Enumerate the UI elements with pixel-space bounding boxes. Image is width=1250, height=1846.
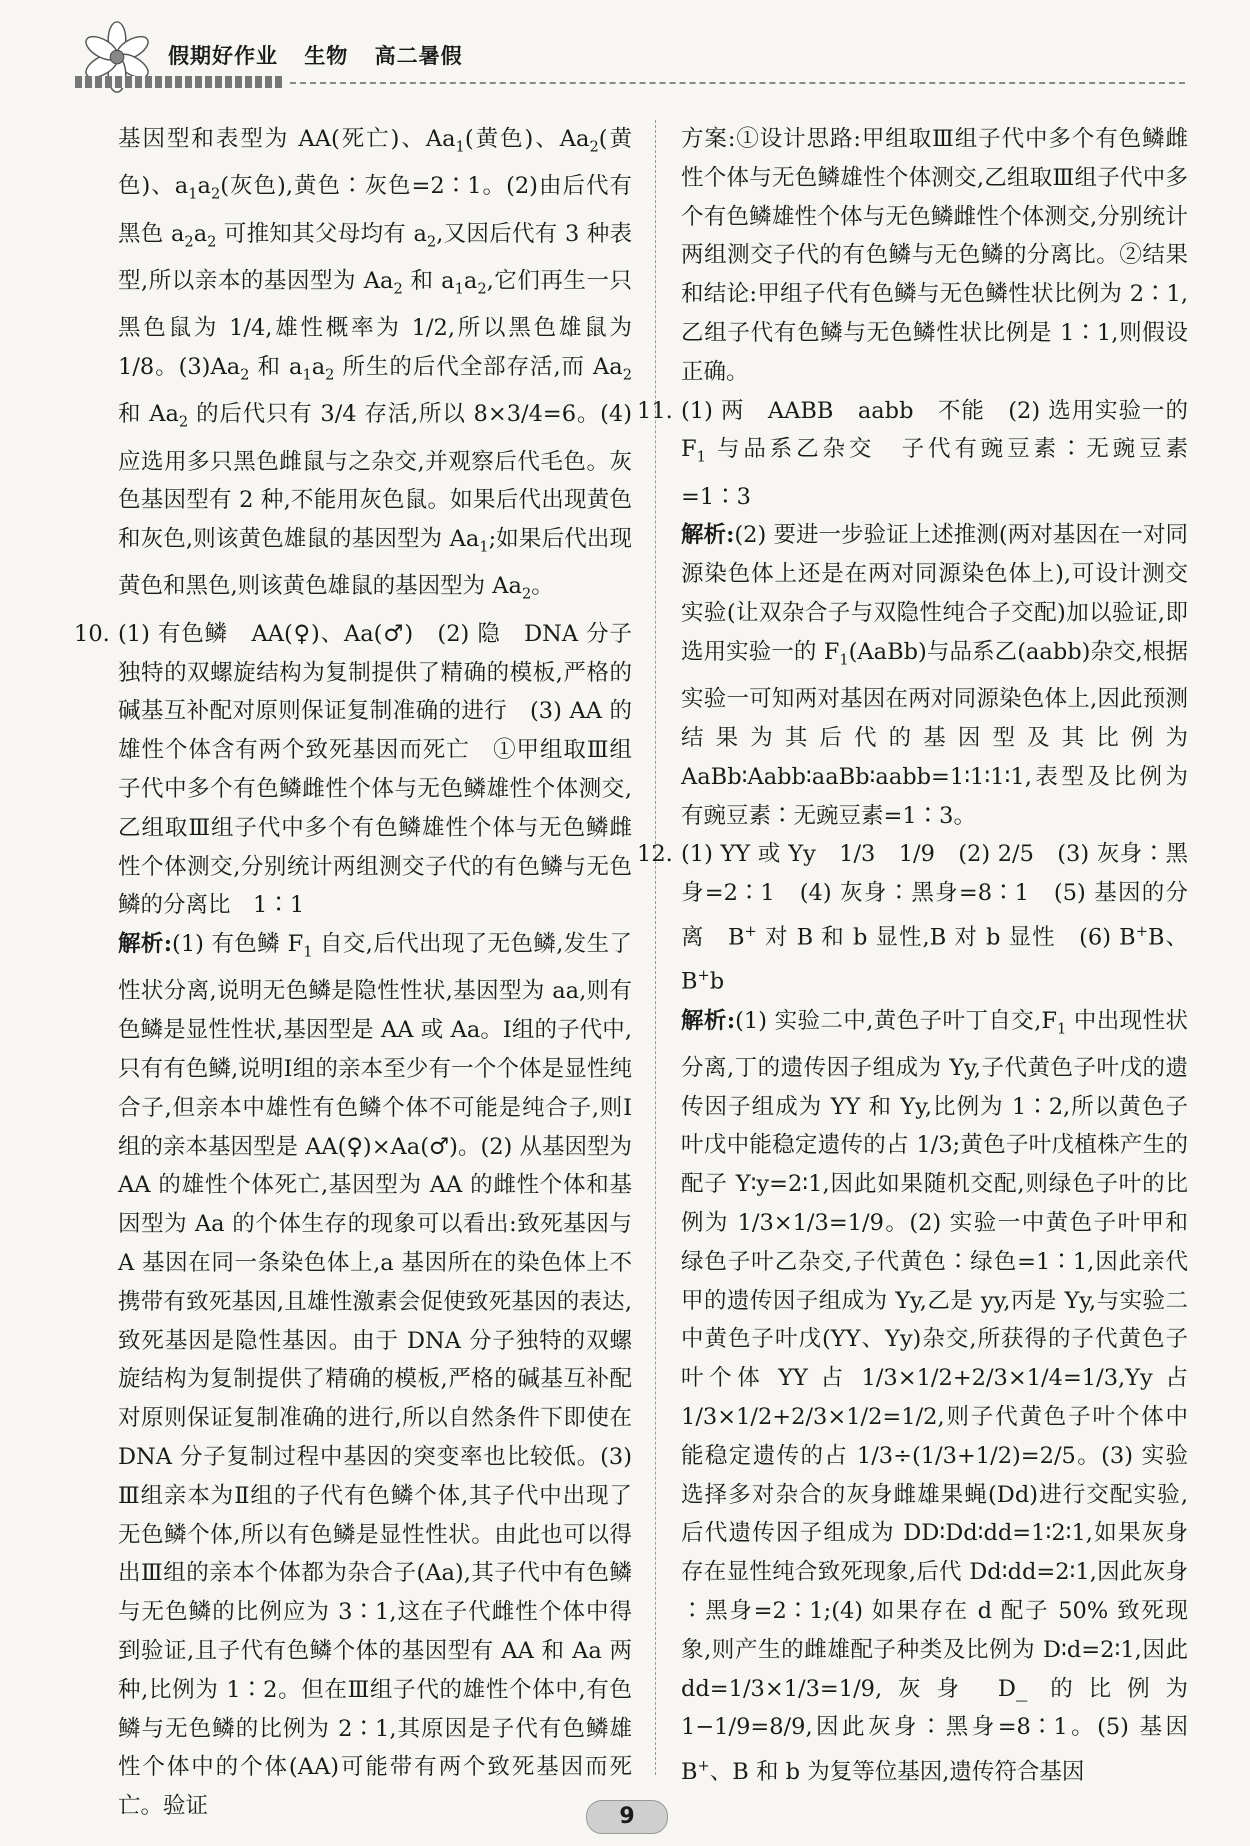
question-12 bbox=[637, 835, 1188, 1791]
header-title bbox=[168, 40, 481, 70]
analysis-label: 解析: bbox=[681, 1007, 736, 1034]
q12-answer: (1) YY 或 Yy 1/3 1/9 (2) 2/5 (3) 灰身∶黑身=2∶1 (4) 灰身∶黑身=8∶1 (5) 基因的分离 B+ 对 B 和 b 显性,B 对 b 显性 (6) B+B、B+b bbox=[681, 841, 1188, 995]
right-column bbox=[637, 120, 1188, 1791]
analysis-label: 解析: bbox=[681, 522, 735, 549]
q10-verification-continued: 方案:①设计思路:甲组取Ⅲ组子代中多个有色鳞雌性个体与无色鳞雄性个体测交,乙组取Ⅲ组子代中多个有色鳞雄性个体与无色鳞雌性个体测交,分别统计两组测交子代的有色鳞与无色鳞的分离比。②结果和结论:甲组子代有色鳞与无色鳞性状比例为 2∶1,乙组子代有色鳞与无色鳞性状比例是 1∶1,则假设正确。 bbox=[681, 126, 1188, 385]
question-number: 10. bbox=[74, 620, 110, 647]
q10-analysis: 解析:(1) 有色鳞 $F_1$ 自交,后代出现了无色鳞,发生了性状分离,说明无色鳞是隐性性状,基因型为 aa,则有色鳞是显性性状,基因型是 AA 或 Aa。Ⅰ组的子代中,只有有色鳞,说明Ⅰ组的亲本至少有一个个体是显性纯合子,但亲本中雄性有色鳞个体不可能是纯合子,则Ⅰ组的亲本基因型是 AA(♀)×Aa(♂)。(2) 从基因型为 AA 的雄性个体死亡,基因型为 AA 的雌性个体和基因型为 Aa 的个体生存的现象可以看出:致死基因与 A 基因在同一条染色体上,a 基因所在的染色体上不携带有致死基因,且雄性激素会促使致死基因的表达,致死基因是隐性基因。由于 DNA 分子独特的双螺旋结构为复制提供了精确的模板,严格的碱基互补配对原则保证复制准确的进行,所以自然条件下即使在 DNA 分子复制过程中基因的突变率也比较低。(3) Ⅲ组亲本为Ⅱ组的子代有色鳞个体,其子代中出现了无色鳞个体,所以有色鳞是显性性状。由此也可以得出Ⅲ组的亲本个体都为杂合子(Aa),其子代中有色鳞与无色鳞的比例应为 3∶1,这在子代雌性个体中得到验证,且子代有色鳞个体的基因型有 AA 和 Aa 两种,比例为 1∶2。但在Ⅲ组子代的雄性个体中,有色鳞与无色鳞的比例为 2∶1,其原因是子代有色鳞雄性个体中的个体(AA)可能带有两个致死基因而死亡。验证 bbox=[118, 931, 632, 1820]
q10-answer: (1) 有色鳞 AA(♀)、Aa(♂) (2) 隐 DNA 分子独特的双螺旋结构为复制提供了精确的模板,严格的碱基互补配对原则保证复制准确的进行 (3) AA 的雄性个体含有两个致死基因而死亡 ①甲组取Ⅲ组子代中多个有色鳞雌性个体与无色鳞雄性个体测交,乙组取Ⅲ组子代中多个有色鳞雄性个体与无色鳞雌性个体测交,分别统计两组测交子代的有色鳞与无色鳞的分离比 1∶1 bbox=[118, 620, 632, 919]
header-dotted-line bbox=[290, 82, 1185, 84]
analysis-label: 解析: bbox=[118, 931, 173, 958]
question-number: 12. bbox=[637, 841, 673, 868]
left-column bbox=[74, 120, 633, 1826]
page-header bbox=[0, 0, 1250, 100]
series-name: 假期好作业 bbox=[168, 44, 278, 68]
grade-name: 高二暑假 bbox=[374, 44, 463, 68]
question-number: 11. bbox=[637, 397, 673, 424]
header-bar bbox=[75, 76, 285, 88]
q12-analysis: 解析:(1) 实验二中,黄色子叶丁自交$,F_1$ 中出现性状分离,丁的遗传因子组成为 Yy,子代黄色子叶戊的遗传因子组成为 YY 和 Yy,比例为 1∶2,所以黄色子叶戊中能稳定遗传的占 1/3;黄色子叶戊植株产生的配子 Y∶y=2∶1,因此如果随机交配,则绿色子叶的比例为 1/3×1/3=1/9。(2) 实验一中黄色子叶甲和绿色子叶乙杂交,子代黄色∶绿色=1∶1,因此亲代甲的遗传因子组成为 Yy,乙是 yy,丙是 Yy,与实验二中黄色子叶戊(YY、Yy)杂交,所获得的子代黄色子叶个体 YY 占 1/3×1/2+2/3×1/4=1/3,Yy 占 1/3×1/2+2/3×1/2=1/2,则子代黄色子叶个体中能稳定遗传的占 1/3÷(1/3+1/2)=2/5。(3) 实验选择多对杂合的灰身雌雄果蝇(Dd)进行交配实验,后代遗传因子组成为 DD∶Dd∶dd=1∶2∶1,如果灰身存在显性纯合致死现象,后代 Dd∶dd=2∶1,因此灰身∶黑身=2∶1;(4) 如果存在 d 配子 50% 致死现象,则产生的雌雄配子种类及比例为 D∶d=2∶1,因此 dd=1/3×1/3=1/9,灰身 D_ 的比例为 1−1/9=8/9,因此灰身∶黑身=8∶1。(5) 基因 B+、B 和 b 为复等位基因,遗传符合基因 bbox=[681, 1007, 1188, 1785]
q11-answer: (1) 两 AABB aabb 不能 (2) 选用实验一的 $F_1$ 与品系乙杂交 子代有豌豆素∶无豌豆素=1∶3 bbox=[681, 397, 1188, 510]
question-10 bbox=[74, 615, 632, 1826]
question-11 bbox=[637, 392, 1188, 836]
page-number: 9 bbox=[586, 1800, 668, 1834]
q11-analysis: 解析:(2) 要进一步验证上述推测(两对基因在一对同源染色体上还是在两对同源染色体上),可设计测交实验(让双杂合子与双隐性纯合子交配)加以验证,即选用实验一的 $F_1(AaBb)$与品系乙(aabb)杂交,根据实验一可知两对基因在两对同源染色体上,因此预测结果为其后代的基因型及其比例为 AaBb∶Aabb∶aaBb∶aabb=1∶1∶1∶1,表型及比例为有豌豆素∶无豌豆素=1∶3。 bbox=[681, 522, 1188, 829]
q9-analysis-continued: 基因型和表型为 AA(死亡)、$Aa_1$(黄色)、$Aa_2$(黄色)、$a_1a_2$(灰色),黄色∶灰色=2∶1。(2)由后代有黑色 $a_2a_2$ 可推知其父母均有 $a_2$,又因后代有 3 种表型,所以亲本的基因型为 $Aa_2$ 和 $a_1a_2$,它们再生一只黑色鼠为 1/4,雄性概率为 1/2,所以黑色雄鼠为 1/8。$(3)Aa_2$ 和 $a_1a_2$ 所生的后代全部存活,而 $Aa_2$ 和 $Aa_2$ 的后代只有 3/4 存活,所以 8×3/4=6。(4)应选用多只黑色雌鼠与之杂交,并观察后代毛色。灰色基因型有 2 种,不能用灰色鼠。如果后代出现黄色和灰色,则该黄色雄鼠的基因型为 $Aa_1$;如果后代出现黄色和黑色,则该黄色雄鼠的基因型为 $Aa_2$。 bbox=[118, 126, 633, 603]
subject-name: 生物 bbox=[304, 44, 349, 68]
